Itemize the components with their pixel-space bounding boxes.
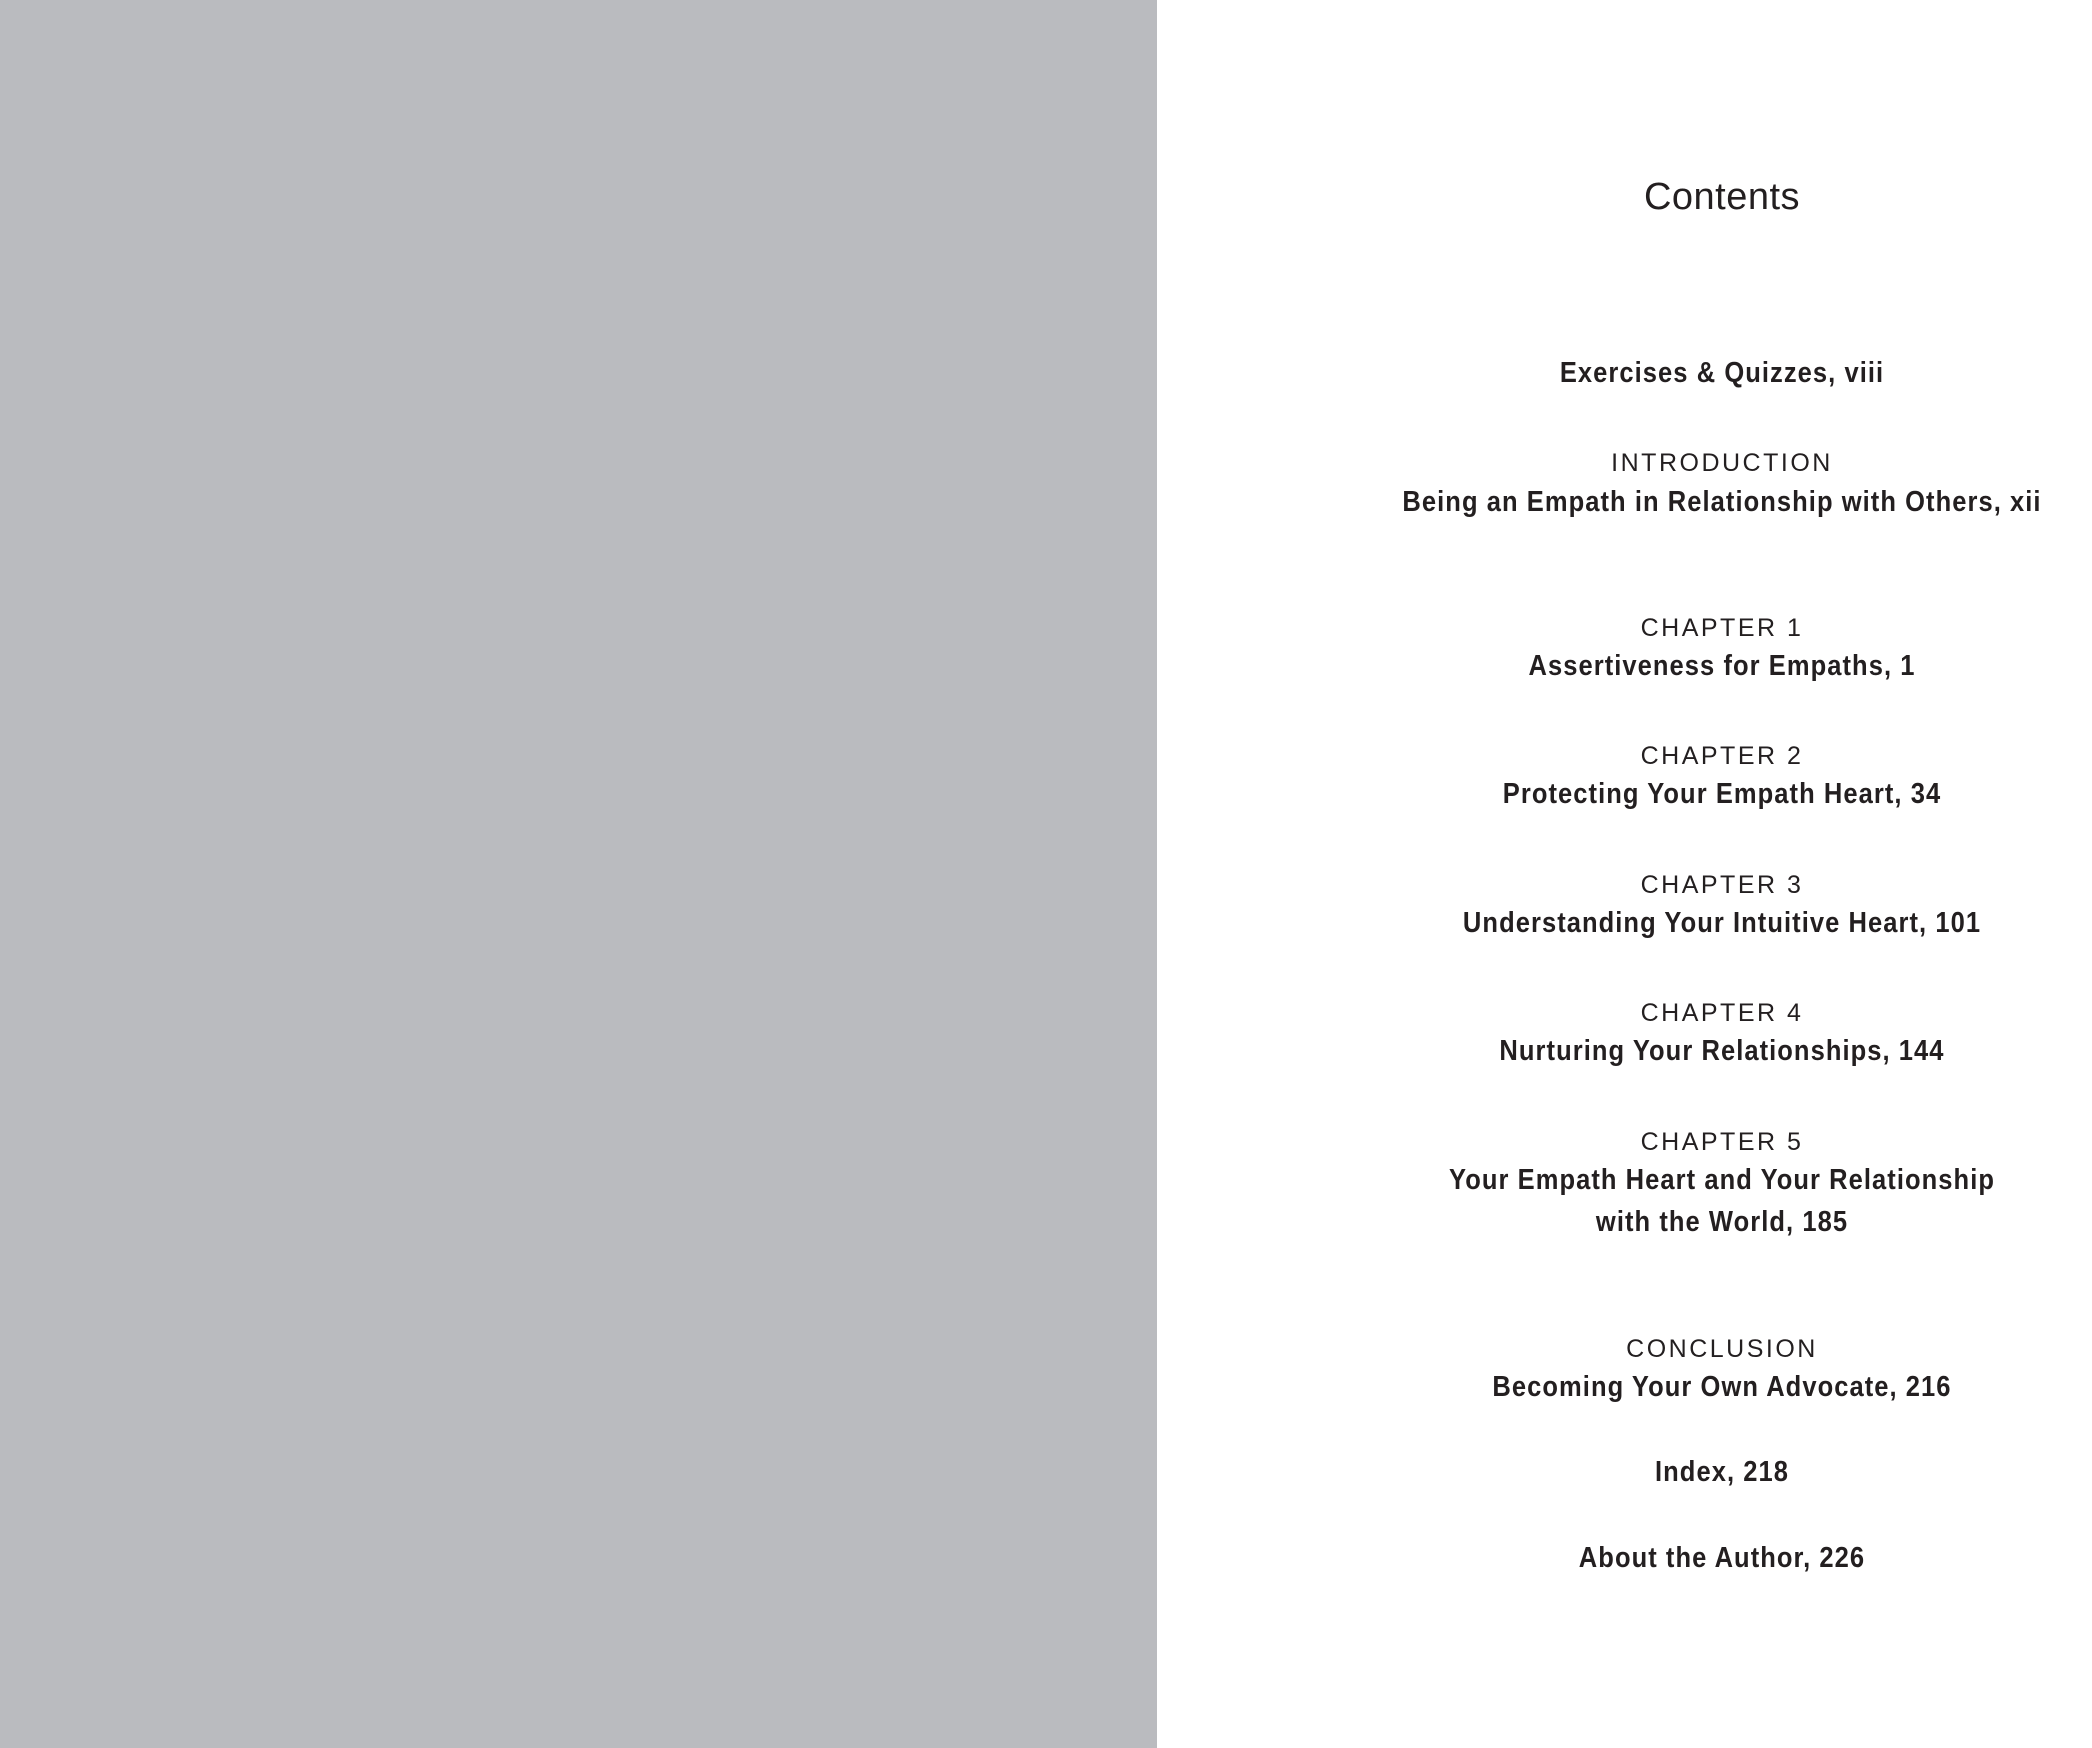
toc-label-chapter-5: CHAPTER 5: [1640, 1128, 1804, 1156]
toc-entry-chapter-5-line-2[interactable]: with the World, 185: [1595, 1206, 1849, 1238]
toc-label-chapter-4: CHAPTER 4: [1640, 999, 1804, 1027]
toc-entry-chapter-2[interactable]: Protecting Your Empath Heart, 34: [1502, 778, 1942, 810]
toc-entry-conclusion[interactable]: Becoming Your Own Advocate, 216: [1492, 1371, 1952, 1403]
toc-entry-chapter-3[interactable]: Understanding Your Intuitive Heart, 101: [1462, 907, 1982, 939]
page-title: Contents: [1643, 176, 1801, 218]
toc-label-introduction: INTRODUCTION: [1611, 449, 1833, 477]
toc-label-conclusion: CONCLUSION: [1626, 1335, 1818, 1363]
toc-entry-introduction[interactable]: Being an Empath in Relationship with Others, xii: [1402, 486, 2042, 518]
toc-label-chapter-3: CHAPTER 3: [1640, 871, 1804, 899]
toc-label-chapter-2: CHAPTER 2: [1640, 742, 1804, 770]
toc-entry-index[interactable]: Index, 218: [1655, 1456, 1789, 1488]
toc-entry-exercises[interactable]: Exercises & Quizzes, viii: [1559, 357, 1885, 389]
toc-entry-chapter-1[interactable]: Assertiveness for Empaths, 1: [1528, 650, 1916, 682]
toc-entry-chapter-5-line-1[interactable]: Your Empath Heart and Your Relationship: [1449, 1164, 1995, 1196]
toc-entry-about-the-author[interactable]: About the Author, 226: [1578, 1542, 1866, 1574]
toc-label-chapter-1: CHAPTER 1: [1640, 614, 1804, 642]
toc-entry-chapter-4[interactable]: Nurturing Your Relationships, 144: [1499, 1035, 1945, 1067]
